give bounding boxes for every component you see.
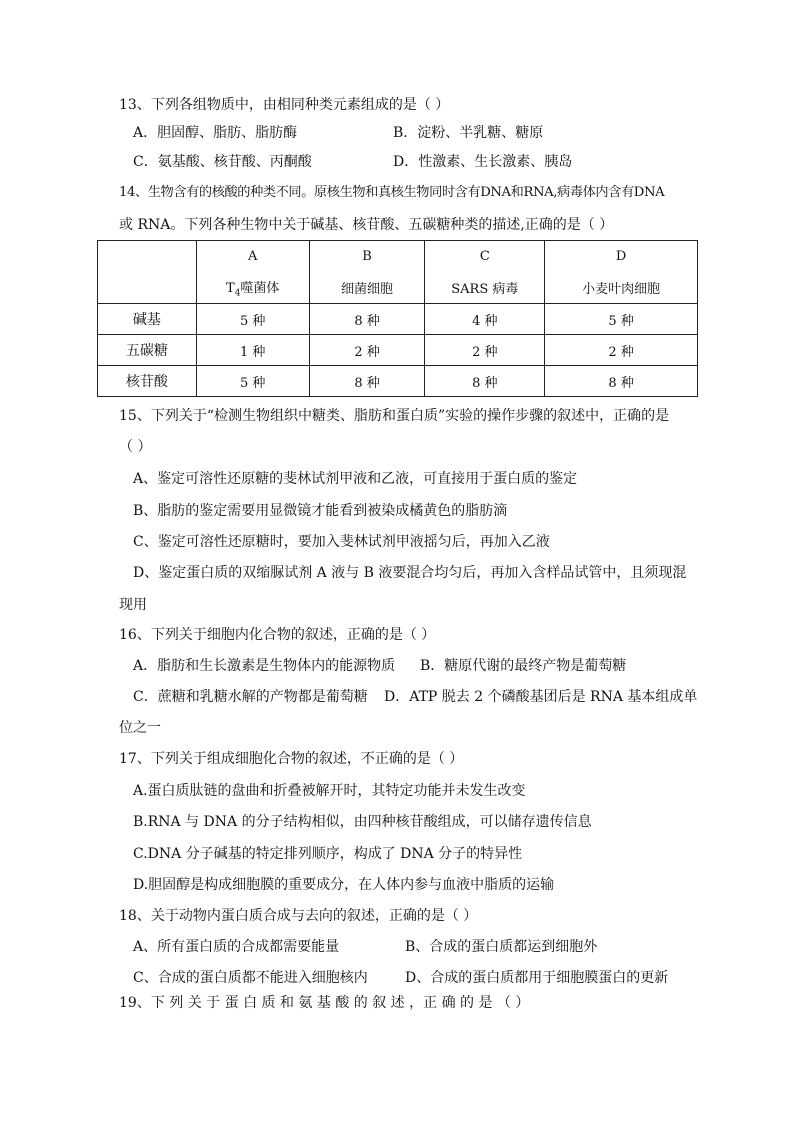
table-row-pentose (98, 335, 698, 366)
table-cell: 5 种 (196, 366, 309, 397)
q18-stem: 18、关于动物内蛋白质合成与去向的叙述，正确的是（ ） (119, 908, 478, 924)
q17-stem: 17、下列关于组成细胞化合物的叙述，不正确的是（ ） (119, 751, 464, 767)
q14-stem-line2: 或 RNA。下列各种生物中关于碱基、核苷酸、五碳糖种类的描述,正确的是（ ） (119, 217, 614, 233)
q16-option-d-line1: D．ATP 脱去 2 个磷酸基团后是 RNA 基本组成单 (384, 689, 698, 705)
q15-option-d-line2: 现用 (119, 597, 147, 613)
table-cell: 5 种 (196, 304, 309, 335)
col-letter-b: B (309, 241, 425, 273)
q17-option-d: D.胆固醇是构成细胞膜的重要成分，在人体内参与血液中脂质的运输 (133, 877, 555, 893)
table-cell: 2 种 (425, 335, 545, 366)
table-cell: 2 种 (309, 335, 425, 366)
q18-option-b: B、合成的蛋白质都运到细胞外 (405, 939, 598, 955)
table-cell: 2 种 (545, 335, 698, 366)
q17-option-b: B.RNA 与 DNA 的分子结构相似，由四种核苷酸组成，可以储存遗传信息 (133, 814, 592, 830)
q13-option-b: B．淀粉、半乳糖、糖原 (393, 125, 544, 141)
q17-option-c: C.DNA 分子碱基的特定排列顺序，构成了 DNA 分子的特异性 (133, 846, 523, 862)
table-cell: 4 种 (425, 304, 545, 335)
q16-option-b: B．糖原代谢的最终产物是葡萄糖 (420, 658, 627, 674)
q13-option-d: D．性激素、生长激素、胰岛 (393, 154, 573, 170)
table-cell: 5 种 (545, 304, 698, 335)
organism-c: SARS 病毒 (425, 272, 545, 304)
table-row-nucleotides (98, 366, 698, 397)
organism-d: 小麦叶肉细胞 (545, 272, 698, 304)
q15-option-b: B、脂肪的鉴定需要用显微镜才能看到被染成橘黄色的脂肪滴 (133, 503, 508, 519)
col-letter-d: D (545, 241, 698, 273)
q16-stem: 16、下列关于细胞内化合物的叙述，正确的是（ ） (119, 627, 436, 643)
q16-option-c: C．蔗糖和乳糖水解的产物都是葡萄糖 (133, 689, 368, 705)
row-label: 核苷酸 (98, 366, 197, 397)
q18-option-d: D、合成的蛋白质都用于细胞膜蛋白的更新 (405, 970, 669, 986)
q16-option-a: A．脂肪和生长激素是生物体内的能源物质 (133, 658, 396, 674)
organism-a: $T_4$噬菌体 (196, 272, 309, 304)
table-cell: 8 种 (545, 366, 698, 397)
q15-option-d-line1: D、鉴定蛋白质的双缩脲试剂 A 液与 B 液要混合均匀后，再加入含样品试管中，且须现混 (133, 565, 687, 581)
row-label: 碱基 (98, 304, 197, 335)
table-row-bases (98, 304, 698, 335)
table-cell: 1 种 (196, 335, 309, 366)
col-letter-c: C (425, 241, 545, 273)
table-corner-cell (98, 241, 197, 304)
q16-option-d-line2: 位之一 (119, 720, 161, 736)
q13-stem: 13、下列各组物质中，由相同种类元素组成的是（ ） (119, 97, 450, 113)
row-label: 五碳糖 (98, 335, 197, 366)
table-header-row (98, 241, 698, 273)
organism-b: 细菌细胞 (309, 272, 425, 304)
q13-option-a: A．胆固醇、脂肪、脂肪酶 (133, 125, 298, 141)
q18-option-c: C、合成的蛋白质都不能进入细胞核内 (133, 970, 368, 986)
q18-option-a: A、所有蛋白质的合成都需要能量 (133, 939, 340, 955)
table-cell: 8 种 (309, 366, 425, 397)
col-letter-a: A (196, 241, 309, 273)
q15-option-a: A、鉴定可溶性还原糖的斐林试剂甲液和乙液，可直接用于蛋白质的鉴定 (133, 471, 578, 487)
q15-option-c: C、鉴定可溶性还原糖时，要加入斐林试剂甲液摇匀后，再加入乙液 (133, 534, 550, 550)
table-cell: 8 种 (425, 366, 545, 397)
q13-option-c: C．氨基酸、核苷酸、丙酮酸 (133, 154, 312, 170)
q15-stem-line1: 15、下列关于“检测生物组织中糖类、脂肪和蛋白质”实验的操作步骤的叙述中，正确的是 (119, 408, 670, 424)
q14-table (97, 240, 698, 397)
q15-stem-line2: （ ） (119, 439, 152, 455)
q14-stem-line1: 14、生物含有的核酸的种类不同。原核生物和真核生物同时含有DNA和RNA,病毒体内含有DNA (119, 185, 665, 200)
q17-option-a: A.蛋白质肽链的盘曲和折叠被解开时，其特定功能并未发生改变 (133, 783, 526, 799)
q19-stem: 19、下 列 关 于 蛋 白 质 和 氨 基 酸 的 叙 述 ，正 确 的 是 （ ） (119, 995, 530, 1011)
table-cell: 8 种 (309, 304, 425, 335)
